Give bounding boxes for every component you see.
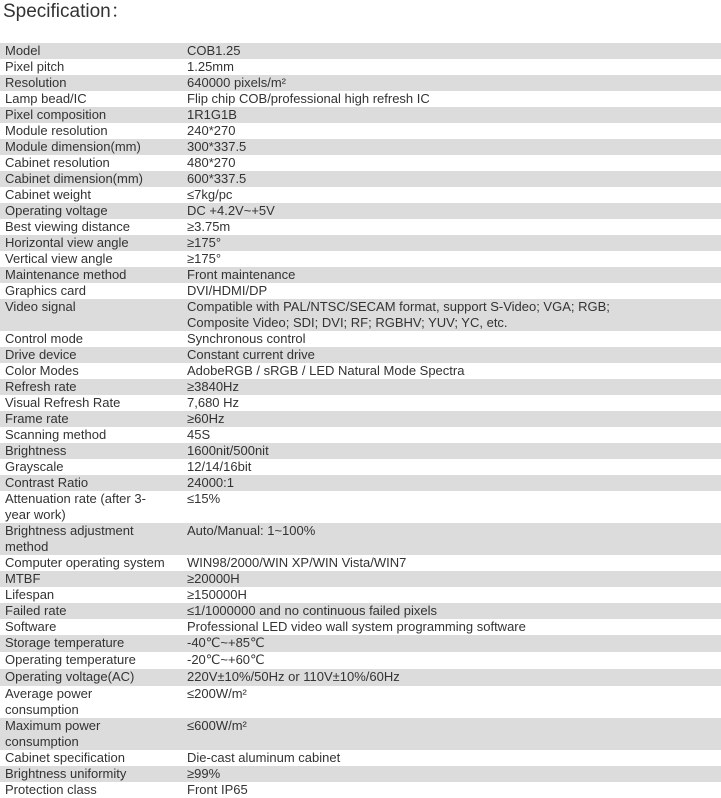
spec-label: Brightness uniformity <box>5 766 127 781</box>
spec-row <box>0 635 721 652</box>
spec-value: ≥175° <box>187 251 222 266</box>
spec-value: 12/14/16bit <box>187 459 252 474</box>
spec-label: Best viewing distance <box>5 219 131 234</box>
spec-row <box>0 267 721 283</box>
spec-value: ≥150000H <box>187 587 247 602</box>
spec-row <box>0 363 721 379</box>
spec-value: ≤15% <box>187 491 221 506</box>
spec-label: Resolution <box>5 75 67 90</box>
spec-value: 480*270 <box>187 155 236 170</box>
spec-label: Computer operating system <box>5 555 165 570</box>
specification-table <box>0 43 721 798</box>
spec-label: Pixel pitch <box>5 59 65 74</box>
spec-value: -40℃~+85℃ <box>187 635 265 650</box>
spec-label: Attenuation rate (after 3- year work) <box>5 491 146 522</box>
spec-value: 240*270 <box>187 123 236 138</box>
spec-label: Average power consumption <box>5 686 93 717</box>
spec-row <box>0 235 721 251</box>
spec-label: Module resolution <box>5 123 108 138</box>
spec-value: ≥20000H <box>187 571 240 586</box>
spec-value: ≤7kg/pc <box>187 187 233 202</box>
spec-value: ≥175° <box>187 235 222 250</box>
spec-row <box>0 443 721 459</box>
spec-label: Color Modes <box>5 363 79 378</box>
spec-label: Graphics card <box>5 283 86 298</box>
spec-value: 220V±10%/50Hz or 110V±10%/60Hz <box>187 669 400 684</box>
spec-value: 1600nit/500nit <box>187 443 269 458</box>
spec-row <box>0 107 721 123</box>
spec-row <box>0 379 721 395</box>
spec-value: Front maintenance <box>187 267 296 282</box>
spec-value: -20℃~+60℃ <box>187 652 265 667</box>
spec-label: Cabinet specification <box>5 750 125 765</box>
spec-row <box>0 686 721 718</box>
spec-label: Cabinet resolution <box>5 155 110 170</box>
spec-row <box>0 219 721 235</box>
spec-row <box>0 59 721 75</box>
spec-label: Refresh rate <box>5 379 77 394</box>
spec-row <box>0 91 721 107</box>
spec-value: Front IP65 <box>187 782 248 797</box>
spec-label: Scanning method <box>5 427 107 442</box>
spec-value: ≥99% <box>187 766 221 781</box>
spec-label: Storage temperature <box>5 635 125 650</box>
spec-label: Operating voltage <box>5 203 108 218</box>
spec-row <box>0 718 721 750</box>
spec-label: Operating temperature <box>5 652 136 667</box>
spec-row <box>0 43 721 59</box>
spec-value: ≥60Hz <box>187 411 225 426</box>
spec-value: Synchronous control <box>187 331 306 346</box>
spec-label: Horizontal view angle <box>5 235 129 250</box>
spec-label: Contrast Ratio <box>5 475 89 490</box>
spec-value: 640000 pixels/m² <box>187 75 286 90</box>
spec-value: Auto/Manual: 1~100% <box>187 523 316 538</box>
spec-row <box>0 475 721 491</box>
spec-row <box>0 555 721 571</box>
spec-label: Visual Refresh Rate <box>5 395 121 410</box>
spec-label: Pixel composition <box>5 107 107 122</box>
spec-value: ≥3.75m <box>187 219 231 234</box>
spec-row <box>0 766 721 782</box>
spec-value: DC +4.2V~+5V <box>187 203 275 218</box>
spec-row <box>0 619 721 635</box>
spec-label: Frame rate <box>5 411 69 426</box>
spec-value: ≥3840Hz <box>187 379 239 394</box>
spec-row <box>0 395 721 411</box>
spec-row <box>0 459 721 475</box>
spec-label: Grayscale <box>5 459 64 474</box>
spec-row <box>0 75 721 91</box>
spec-value: WIN98/2000/WIN XP/WIN Vista/WIN7 <box>187 555 407 570</box>
spec-label: Brightness <box>5 443 67 458</box>
spec-value: 1R1G1B <box>187 107 237 122</box>
spec-row <box>0 523 721 555</box>
spec-row <box>0 155 721 171</box>
spec-value: Die-cast aluminum cabinet <box>187 750 341 765</box>
page-title: Specification： <box>3 1 130 22</box>
spec-label: Cabinet weight <box>5 187 91 202</box>
spec-label: Module dimension(mm) <box>5 139 141 154</box>
spec-row <box>0 669 721 686</box>
spec-value: 45S <box>187 427 211 442</box>
spec-row <box>0 331 721 347</box>
spec-value: Flip chip COB/professional high refresh IC <box>187 91 430 106</box>
spec-label: Protection class <box>5 782 97 797</box>
spec-value: COB1.25 <box>187 43 241 58</box>
spec-row <box>0 251 721 267</box>
spec-row <box>0 171 721 187</box>
spec-row <box>0 411 721 427</box>
spec-row <box>0 750 721 766</box>
spec-value: Professional LED video wall system programming software <box>187 619 526 634</box>
spec-row <box>0 491 721 523</box>
spec-value: DVI/HDMI/DP <box>187 283 268 298</box>
spec-row <box>0 603 721 619</box>
spec-value: 600*337.5 <box>187 171 247 186</box>
spec-label: Software <box>5 619 57 634</box>
spec-value: ≤200W/m² <box>187 686 247 701</box>
spec-row <box>0 283 721 299</box>
spec-value: 7,680 Hz <box>187 395 240 410</box>
spec-label: Model <box>5 43 41 58</box>
spec-row <box>0 571 721 587</box>
spec-label: Vertical view angle <box>5 251 113 266</box>
spec-value: AdobeRGB / sRGB / LED Natural Mode Spectra <box>187 363 465 378</box>
spec-label: Operating voltage(AC) <box>5 669 135 684</box>
spec-label: Failed rate <box>5 603 67 618</box>
spec-label: Maintenance method <box>5 267 127 282</box>
spec-value: ≤1/1000000 and no continuous failed pixels <box>187 603 437 618</box>
spec-label: MTBF <box>5 571 41 586</box>
spec-row <box>0 123 721 139</box>
spec-value: 1.25mm <box>187 59 234 74</box>
spec-row <box>0 187 721 203</box>
spec-row <box>0 587 721 603</box>
spec-label: Maximum power consumption <box>5 718 101 749</box>
spec-row <box>0 347 721 363</box>
spec-label: Cabinet dimension(mm) <box>5 171 143 186</box>
spec-row <box>0 139 721 155</box>
spec-value: Compatible with PAL/NTSC/SECAM format, support S-Video; VGA; RGB; Composite Video; SDI; DVI; RF; RGBHV; YUV; YC, etc. <box>187 299 610 330</box>
spec-row <box>0 652 721 669</box>
spec-row <box>0 299 721 331</box>
spec-value: 24000:1 <box>187 475 234 490</box>
spec-row <box>0 427 721 443</box>
spec-label: Lifespan <box>5 587 55 602</box>
spec-value: 300*337.5 <box>187 139 247 154</box>
spec-value: ≤600W/m² <box>187 718 247 733</box>
spec-value: Constant current drive <box>187 347 315 362</box>
spec-label: Lamp bead/IC <box>5 91 87 106</box>
spec-row <box>0 203 721 219</box>
spec-label: Video signal <box>5 299 76 314</box>
spec-label: Drive device <box>5 347 77 362</box>
spec-label: Brightness adjustment method <box>5 523 134 554</box>
spec-label: Control mode <box>5 331 84 346</box>
